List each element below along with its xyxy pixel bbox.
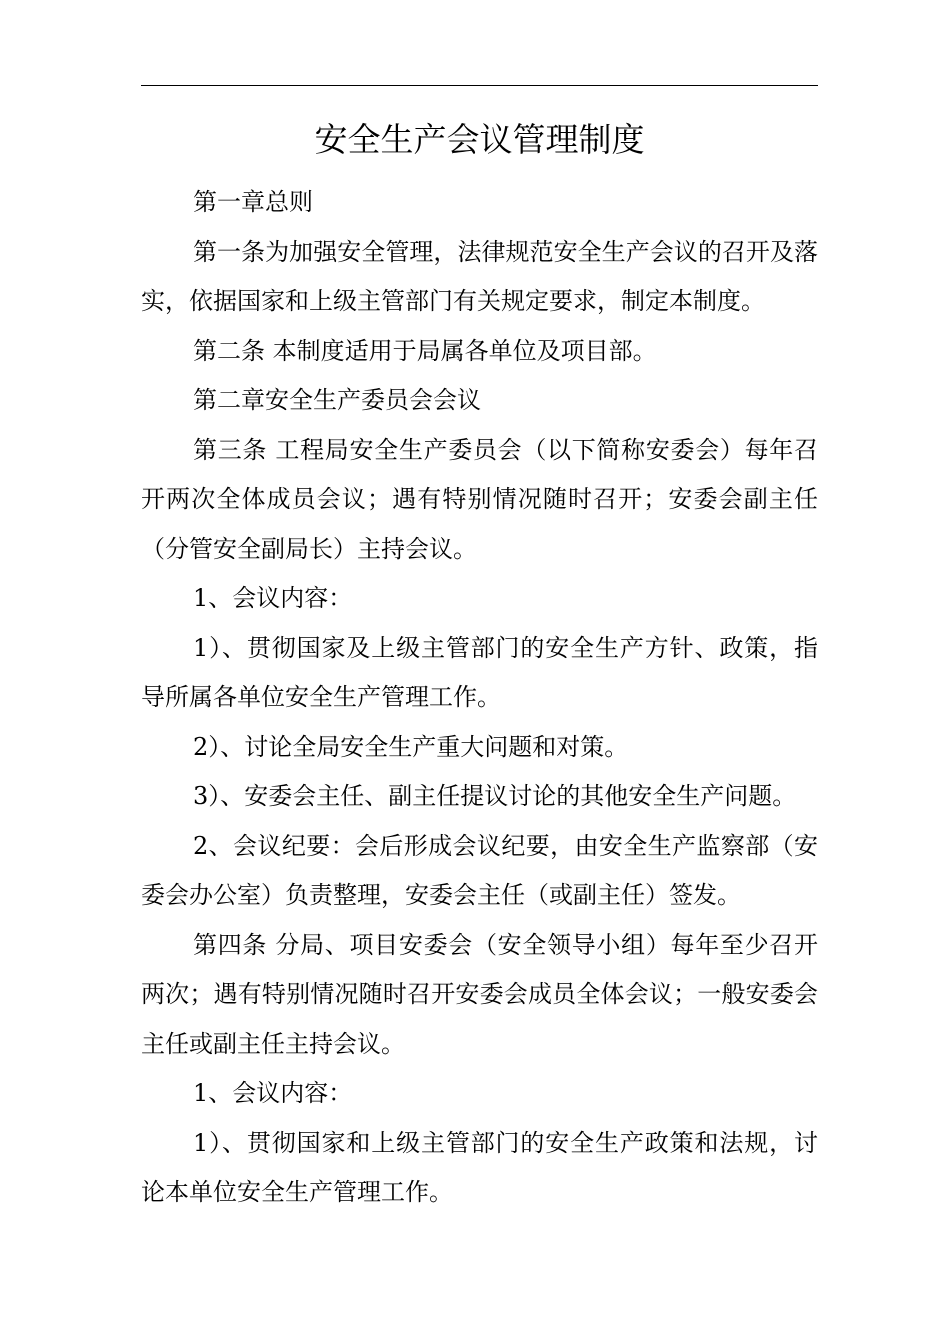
document-body (141, 178, 818, 1218)
list-subitem-3: 3）、安委会主任、副主任提议讨论的其他安全生产问题。 (193, 782, 797, 810)
article-3: 第三条 工程局安全生产委员会（以下简称安委会）每年召开两次全体成员会议；遇有特别情况随时召开；安委会副主任（分管安全副局长）主持会议。 (141, 435, 818, 563)
chapter-heading-2: 第二章安全生产委员会会议 (193, 386, 481, 414)
list-subitem-2: 2）、讨论全局安全生产重大问题和对策。 (193, 732, 629, 761)
list-item-meeting-content-2: 1、会议内容： (193, 1079, 353, 1107)
article-2: 第二条 本制度适用于局属各单位及项目部。 (193, 336, 657, 365)
list-item-meeting-minutes: 2、会议纪要：会后形成会议纪要，由安全生产监察部（安委会办公室）负责整理，安委会主任（或副主任）签发。 (141, 831, 818, 909)
list-subitem-4: 1）、贯彻国家和上级主管部门的安全生产政策和法规，讨论本单位安全生产管理工作。 (141, 1128, 818, 1206)
header-rule (141, 85, 818, 86)
document-title: 安全生产会议管理制度 (314, 120, 645, 159)
chapter-heading-1: 第一章总则 (193, 188, 313, 216)
article-1: 第一条为加强安全管理，法律规范安全生产会议的召开及落实，依据国家和上级主管部门有关规定要求，制定本制度。 (141, 237, 818, 315)
list-subitem-1: 1）、贯彻国家及上级主管部门的安全生产方针、政策，指导所属各单位安全生产管理工作。 (141, 633, 818, 711)
article-4: 第四条 分局、项目安委会（安全领导小组）每年至少召开两次；遇有特别情况随时召开安委会成员全体会议；一般安委会主任或副主任主持会议。 (141, 930, 818, 1058)
list-item-meeting-content: 1、会议内容： (193, 584, 353, 612)
